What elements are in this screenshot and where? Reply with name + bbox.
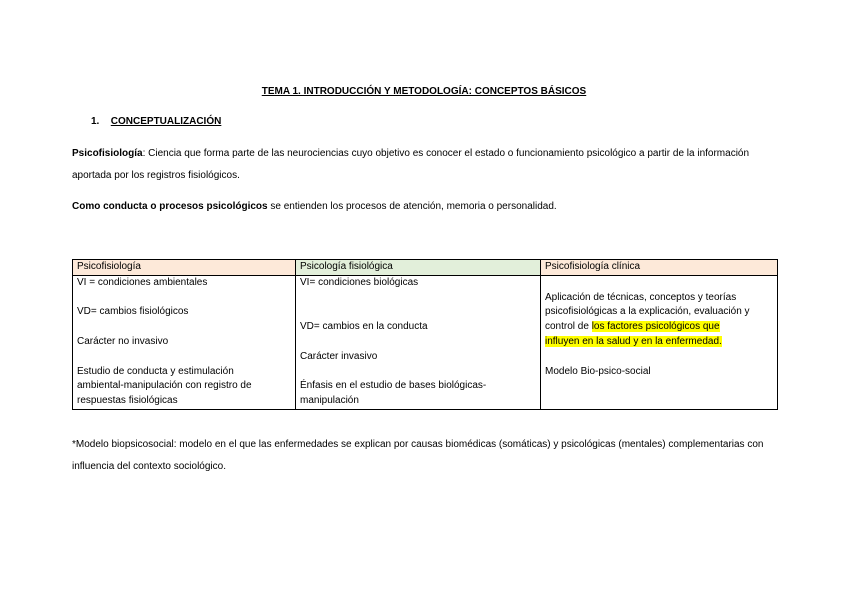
conducta-paragraph: [72, 196, 782, 218]
cell-psicofisiologia-clinica: [541, 275, 778, 409]
col3-line-2: psicofisiológicas a la explicación, evaluación y: [545, 306, 750, 318]
col3-modelo: Modelo Bio-psico-social: [545, 365, 651, 377]
cell-psicologia-fisiologica: [296, 275, 541, 409]
section-label: CONCEPTUALIZACIÓN: [110, 116, 222, 127]
col2-vd: VD= cambios en la conducta: [300, 321, 428, 333]
comparison-table: [72, 259, 778, 410]
col1-estudio-1: Estudio de conducta y estimulación: [77, 365, 234, 377]
col2-enfasis-1: Énfasis en el estudio de bases biológicas-: [300, 380, 487, 392]
section-heading: [91, 116, 221, 127]
footnote: *Modelo biopsicosocial: modelo en el que las enfermedades se explican por causas biomédicas (somáticas) y psicológicas (mentales) complementarias con influencia del contexto sociológico.: [72, 439, 764, 472]
definition-term: Psicofisiología: [72, 148, 143, 159]
col2-enfasis-2: manipulación: [300, 395, 359, 407]
header-psicofisiologia-clinica: Psicofisiología clínica: [541, 260, 778, 276]
col3-line-4: [545, 335, 773, 350]
header-psicologia-fisiologica: Psicología fisiológica: [296, 260, 541, 276]
definition-text: : Ciencia que forma parte de las neurociencias cuyo objetivo es conocer el estado o funcionamiento psicológico a partir de la información aportada por los registros fisiológicos.: [72, 148, 750, 181]
col3-highlight-1: los factores psicológicos que: [591, 321, 720, 333]
col3-line-1: Aplicación de técnicas, conceptos y teorías: [545, 291, 737, 303]
col3-line-3: [545, 320, 773, 335]
col3-line-3-plain: control de: [545, 321, 592, 333]
definition-paragraph: [72, 143, 782, 187]
page-title: TEMA 1. INTRODUCCIÓN Y METODOLOGÍA: CONCEPTOS BÁSICOS: [261, 86, 587, 97]
col1-vd: VD= cambios fisiológicos: [77, 306, 189, 318]
cell-psicofisiologia: [73, 275, 296, 409]
header-psicofisiologia: Psicofisiología: [73, 260, 296, 276]
table-header-row: [73, 260, 778, 276]
conducta-bold: Como conducta o procesos psicológicos: [72, 201, 268, 212]
col1-caracter: Carácter no invasivo: [77, 335, 169, 347]
col2-caracter: Carácter invasivo: [300, 350, 378, 362]
col1-estudio-2: ambiental-manipulación con registro de: [77, 380, 252, 392]
section-number: 1.: [91, 116, 100, 127]
col1-vi: VI = condiciones ambientales: [77, 276, 208, 288]
col2-vi: VI= condiciones biológicas: [300, 276, 419, 288]
conducta-text: se entienden los procesos de atención, memoria o personalidad.: [267, 201, 557, 212]
col3-highlight-2: influyen en la salud y en la enfermedad.: [545, 335, 722, 347]
col1-estudio-3: respuestas fisiológicas: [77, 395, 178, 407]
table-row: [73, 275, 778, 409]
